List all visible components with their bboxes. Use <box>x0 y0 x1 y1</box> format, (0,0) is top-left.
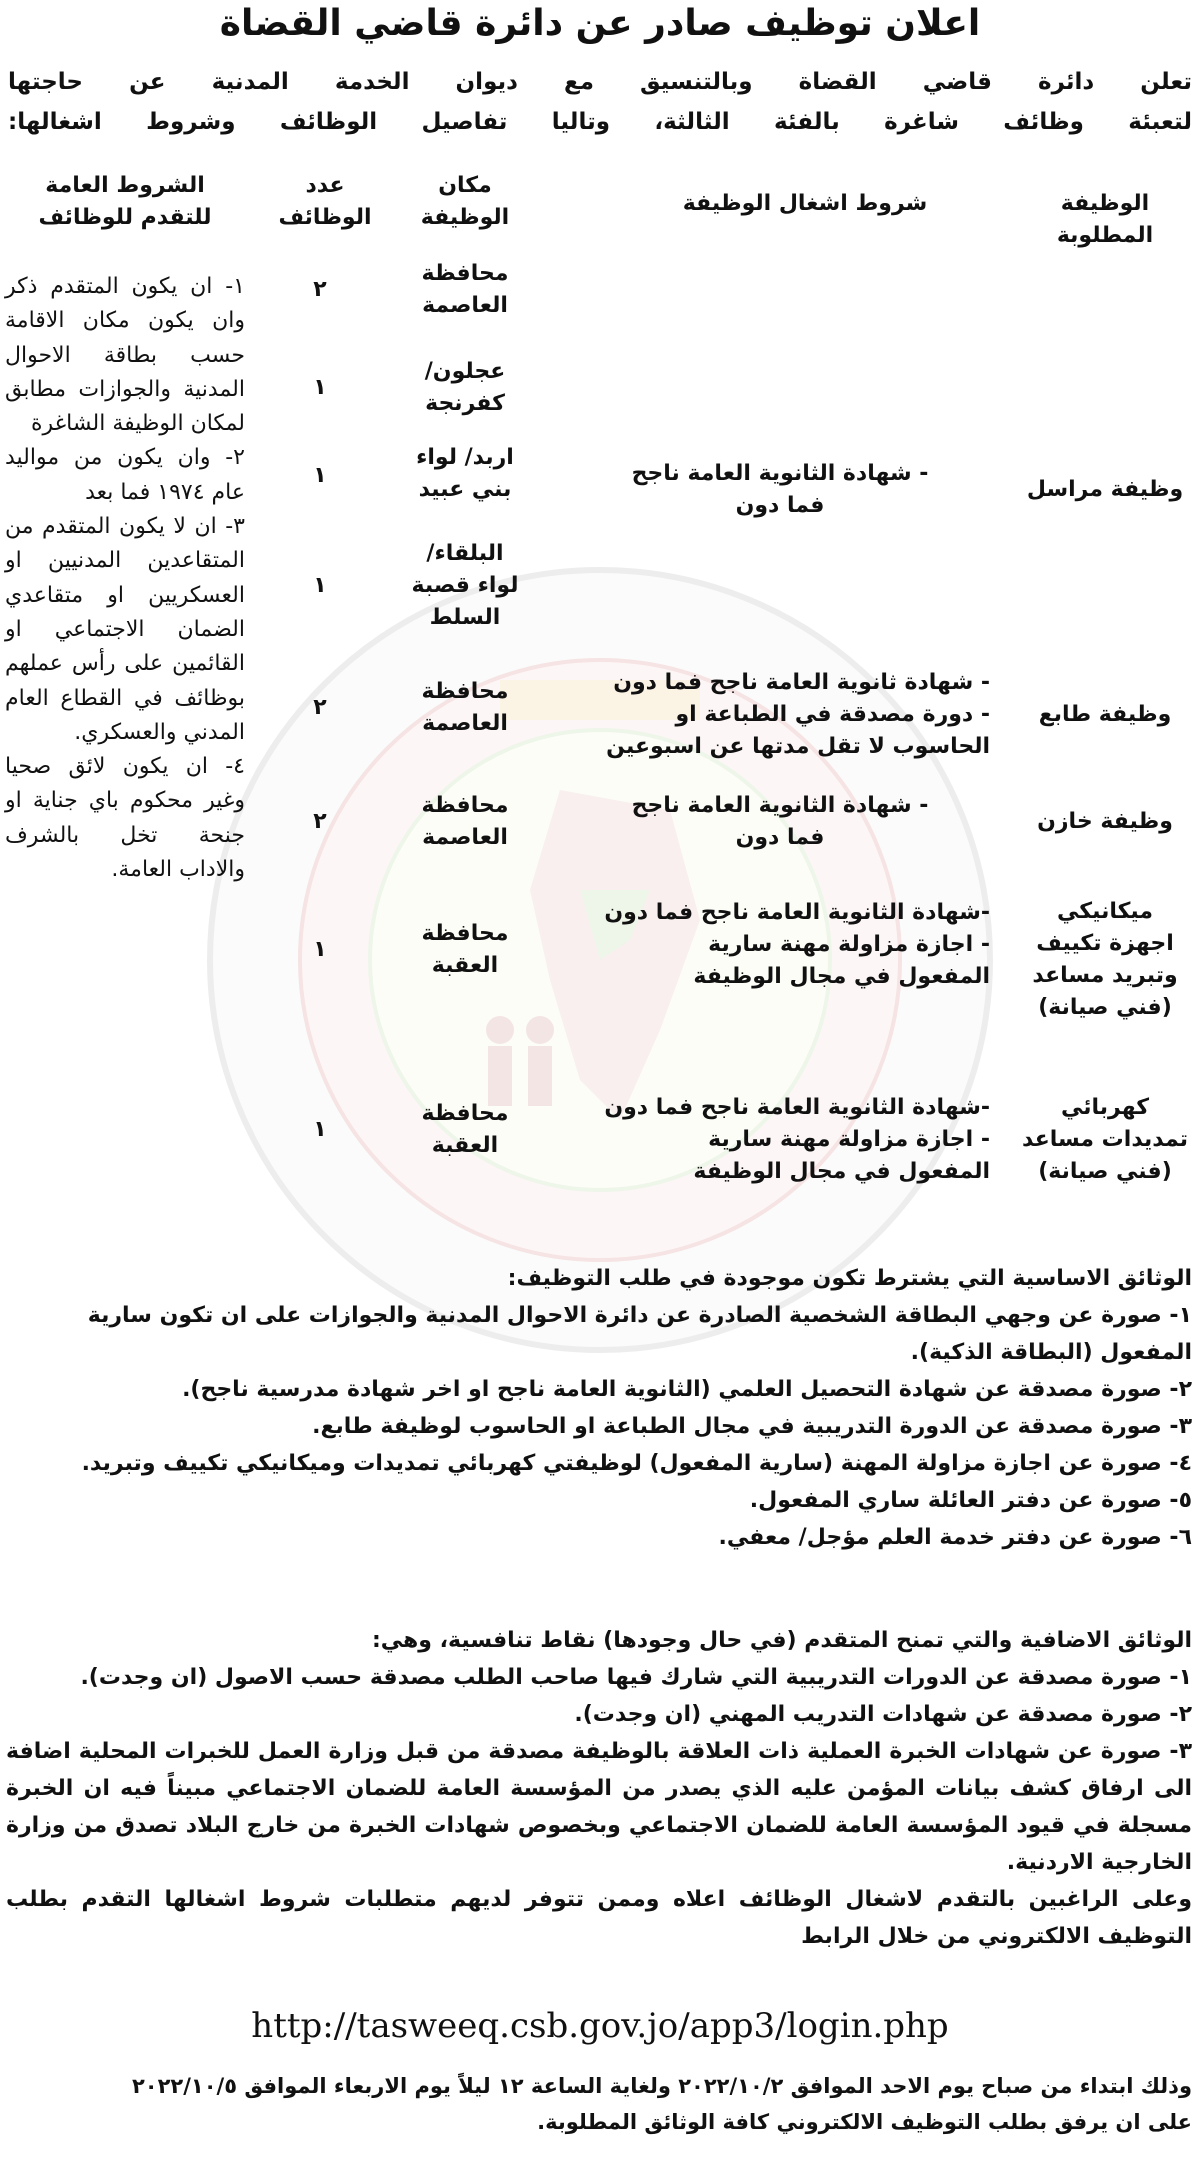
doc-item: ٥- صورة عن دفتر العائلة ساري المفعول. <box>749 1488 1192 1513</box>
job-conditions <box>570 660 990 770</box>
count-cell: ١ <box>313 1117 327 1142</box>
general-condition-item: ٢- وان يكون من مواليد عام ١٩٧٤ فما بعد <box>5 445 245 505</box>
condition-line: المفعول في مجال الوظيفة <box>693 1159 990 1184</box>
header-place <box>390 170 540 234</box>
place-line: العاصمة <box>422 825 508 850</box>
doc-item: ٦- صورة عن دفتر خدمة العلم مؤجل/ معفي. <box>718 1525 1192 1550</box>
closing-line: على ان يرفق بطلب التوظيف الالكتروني كافة الوثائق المطلوبة. <box>537 2110 1192 2134</box>
intro-line: لتعبئة وظائف شاغرة بالفئة الثالثة، وتاليا تفاصيل الوظائف وشروط اشغالها: <box>8 109 1192 135</box>
place-line: اربد/ لواء <box>416 445 514 470</box>
doc-item: ١- صورة عن وجهي البطاقة الشخصية الصادرة عن دائرة الاحوال المدنية والجوازات على ان تكون سارية المفعول (البطاقة الذكية). <box>87 1303 1192 1365</box>
place-line: محافظة <box>421 1101 509 1126</box>
required-documents <box>6 1260 1192 1556</box>
intro-line: تعلن دائرة قاضي القضاة وبالتنسيق مع ديوان الخدمة المدنية عن حاجتها <box>8 69 1192 95</box>
job-name-line: (فني صيانة) <box>1038 1159 1172 1184</box>
condition-line: -شهادة الثانوية العامة ناجح فما دون <box>604 1095 990 1120</box>
job-name-line: (فني صيانة) <box>1038 995 1172 1020</box>
job-name-line: ميكانيكي <box>1057 899 1153 924</box>
general-condition-item: ١- ان يكون المتقدم ذكر وان يكون مكان الاقامة حسب بطاقة الاحوال المدنية والجوازات مطابق لمكان الوظيفة الشاغرة <box>5 274 245 437</box>
additional-documents <box>6 1622 1192 1955</box>
condition-line: - اجازة مزاولة مهنة سارية <box>708 932 990 957</box>
place-line: السلط <box>429 605 501 630</box>
condition-line: -شهادة الثانوية العامة ناجح فما دون <box>604 900 990 925</box>
job-name <box>1010 885 1200 1035</box>
header-place-line: الوظيفة <box>420 205 510 230</box>
section-heading: الوثائق الاضافية والتي تمنح المتقدم (في حال وجودها) نقاط تنافسية، وهي: <box>372 1628 1192 1653</box>
job-name <box>1010 660 1200 770</box>
job-name-line: اجهزة تكييف <box>1036 931 1174 956</box>
count-cell: ١ <box>313 937 327 962</box>
place-line: العاصمة <box>422 711 508 736</box>
header-count-line: عدد <box>305 173 345 198</box>
condition-line: - شهادة ثانوية العامة ناجح فما دون <box>613 670 990 695</box>
general-conditions <box>5 270 245 887</box>
page-title: اعلان توظيف صادر عن دائرة قاضي القضاة <box>219 3 981 44</box>
closing-text <box>6 2068 1192 2140</box>
apply-instructions: وعلى الراغبين بالتقدم لاشغال الوظائف اعلاه وممن تتوفر لديهم متطلبات شروط اشغالها التقدم بطلب التوظيف الالكتروني من خلال الرابط <box>6 1887 1192 1949</box>
condition-line: الحاسوب لا تقل مدتها عن اسبوعين <box>606 734 990 759</box>
job-conditions <box>570 782 990 862</box>
header-count-line: الوظائف <box>278 205 372 230</box>
job-name <box>1010 410 1200 570</box>
application-link[interactable]: http://tasweeq.csb.gov.jo/app3/login.php <box>251 2006 949 2046</box>
header-place-line: مكان <box>438 173 492 198</box>
header-general <box>5 170 245 234</box>
job-name-line: وظيفة مراسل <box>1026 477 1184 502</box>
job-name-line: كهربائي <box>1060 1095 1150 1120</box>
condition-line: - شهادة الثانوية العامة ناجح <box>631 793 929 818</box>
count-cell: ٢ <box>313 277 327 302</box>
job-conditions <box>570 885 990 1005</box>
count-cell: ٢ <box>313 809 327 834</box>
place-line: محافظة <box>421 921 509 946</box>
general-condition-item: ٤- ان يكون لائق صحيا وغير محكوم باي جناية او جنحة تخل بالشرف والاداب العامة. <box>5 754 245 883</box>
condition-line: فما دون <box>735 493 825 518</box>
intro-paragraph <box>8 62 1192 142</box>
condition-line: - شهادة الثانوية العامة ناجح <box>631 461 929 486</box>
place-line: لواء قصبة <box>411 573 519 598</box>
count-cell: ١ <box>313 463 327 488</box>
doc-item: ٣- صورة مصدقة عن الدورة التدريبية في مجال الطباعة او الحاسوب لوظيفة طابع. <box>312 1414 1192 1439</box>
place-line: عجلون/ <box>424 359 506 384</box>
header-job: الوظيفة المطلوبة <box>1056 191 1154 248</box>
place-line: محافظة <box>421 679 509 704</box>
place-line: العقبة <box>431 953 499 978</box>
condition-line: - دورة مصدقة في الطباعة او <box>675 702 990 727</box>
condition-line: فما دون <box>735 825 825 850</box>
header-conditions: شروط اشغال الوظيفة <box>682 191 928 216</box>
place-line: العقبة <box>431 1133 499 1158</box>
doc-item: ١- صورة مصدقة عن الدورات التدريبية التي شارك فيها صاحب الطلب مصدقة حسب الاصول (ان وجدت). <box>80 1665 1192 1690</box>
job-name-line: وظيفة طابع <box>1038 702 1172 727</box>
general-condition-item: ٣- ان لا يكون المتقدم من المتقاعدين المدنيين او العسكريين او متقاعدي الضمان الاجتماعي او القائمين على رأس عملهم بوظائف في القطاع العام المدني والعسكري. <box>5 514 245 745</box>
place-line: بني عبيد <box>418 477 512 502</box>
doc-item: ٢- صورة مصدقة عن شهادة التحصيل العلمي (الثانوية العامة ناجح او اخر شهادة مدرسية ناجح). <box>182 1377 1192 1402</box>
job-name <box>1010 1080 1200 1200</box>
place-line: العاصمة <box>422 293 508 318</box>
place-line: كفرنجة <box>425 391 505 416</box>
job-name <box>1010 782 1200 862</box>
doc-item: ٢- صورة مصدقة عن شهادات التدريب المهني (ان وجدت). <box>574 1702 1192 1727</box>
job-conditions <box>570 1080 990 1200</box>
header-general-line: الشروط العامة <box>45 173 205 198</box>
job-row <box>0 1080 1200 1200</box>
condition-line: المفعول في مجال الوظيفة <box>693 964 990 989</box>
place-line: محافظة <box>421 793 509 818</box>
job-conditions <box>570 410 990 570</box>
job-row <box>0 885 1200 1035</box>
header-count <box>270 170 380 234</box>
doc-item: ٣- صورة عن شهادات الخبرة العملية ذات العلاقة بالوظيفة مصدقة من قبل وزارة العمل للخبرات المحلية اضافة الى ارفاق كشف بيانات المؤمن عليه الذي يصدر من المؤسسة العامة للضمان الاجتماعي مبيناً فيه ان الخبرة مسجلة في قيود المؤسسة العامة للضمان الاجتماعي وبخصوص شهادات الخبرة من خارج البلاد تصدق من وزارة الخارجية الاردنية. <box>6 1739 1192 1875</box>
place-line: البلقاء/ <box>426 541 504 566</box>
section-heading: الوثائق الاساسية التي يشترط تكون موجودة في طلب التوظيف: <box>507 1266 1192 1291</box>
job-name-line: وتبريد مساعد <box>1032 963 1178 988</box>
job-name-line: تمديدات مساعد <box>1022 1127 1188 1152</box>
count-cell: ٢ <box>313 695 327 720</box>
place-cell <box>390 258 540 322</box>
closing-line: وذلك ابتداء من صباح يوم الاحد الموافق ٢٠٢٢/١٠/٢ ولغاية الساعة ١٢ ليلاً يوم الاربعاء الموافق ٢٠٢٢/١٠/٥ <box>131 2074 1192 2098</box>
place-line: محافظة <box>421 261 509 286</box>
condition-line: - اجازة مزاولة مهنة سارية <box>708 1127 990 1152</box>
job-name-line: وظيفة خازن <box>1037 809 1173 834</box>
doc-item: ٤- صورة عن اجازة مزاولة المهنة (سارية المفعول) لوظيفتي كهربائي تمديدات وميكانيكي تكييف وتبريد. <box>81 1451 1192 1476</box>
count-cell: ١ <box>313 573 327 598</box>
header-general-line: للتقدم للوظائف <box>38 205 212 230</box>
count-cell: ١ <box>313 375 327 400</box>
